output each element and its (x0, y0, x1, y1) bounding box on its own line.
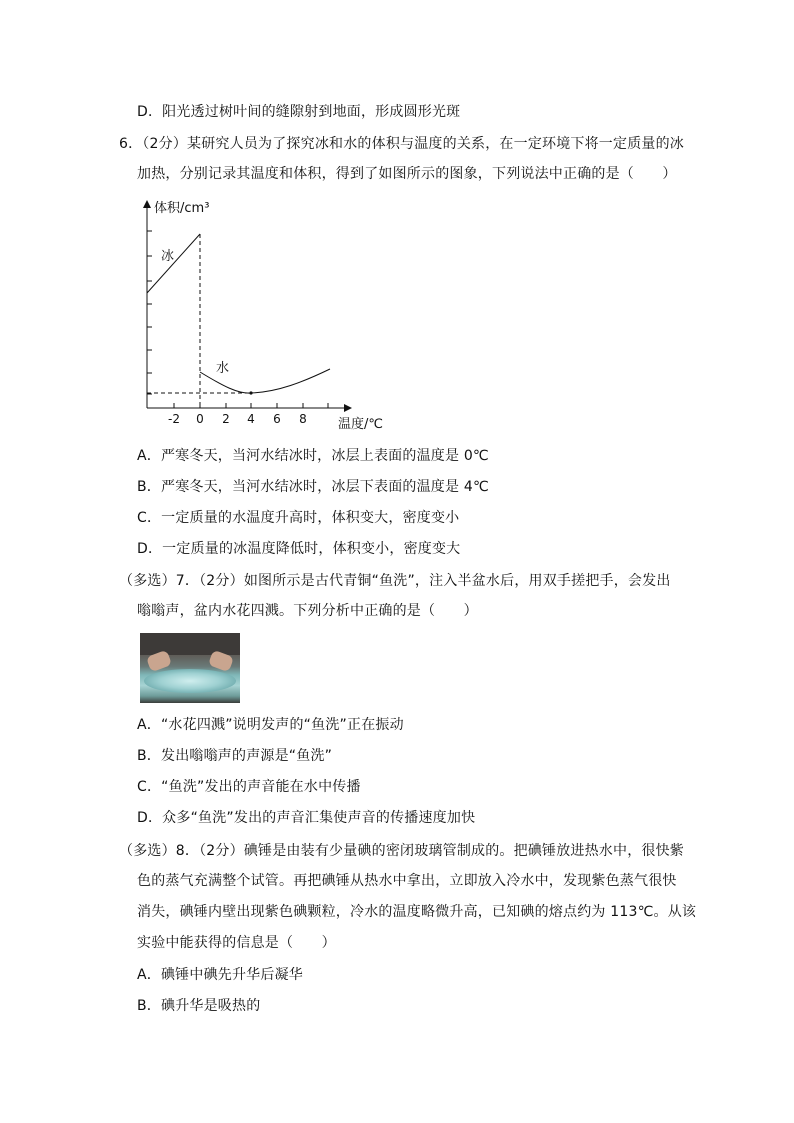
q6-option-c: C．一定质量的水温度升高时，体积变大，密度变小 (137, 510, 460, 526)
q7-stem-line2: 嗡嗡声，盆内水花四溅。下列分析中正确的是（ ） (137, 603, 478, 619)
x-tick-label: 8 (299, 412, 307, 426)
photo-coat (140, 633, 240, 655)
q6-option-a: A．严寒冬天，当河水结冰时，冰层上表面的温度是 0℃ (137, 448, 489, 464)
x-tick-label: 0 (196, 412, 204, 426)
x-ticks (174, 403, 328, 408)
q8-stem-line2: 色的蒸气充满整个试管。再把碘锤从热水中拿出，立即放入冷水中，发现紫色蒸气很快 (137, 873, 677, 889)
q7-option-c: C．“鱼洗”发出的声音能在水中传播 (137, 779, 361, 795)
x-axis-label: 温度/℃ (338, 417, 383, 432)
fish-basin-photo (140, 633, 240, 703)
q8-option-a: A．碘锤中碘先升华后凝华 (137, 967, 303, 983)
q6-stem-line1: 6．（2分）某研究人员为了探究冰和水的体积与温度的关系，在一定环境下将一定质量的冰 (119, 136, 685, 152)
q8-option-b: B．碘升华是吸热的 (137, 998, 261, 1014)
q7-stem-line1: （多选）7．（2分）如图所示是古代青铜“鱼洗”，注入半盆水后，用双手搓把手，会发出 (119, 573, 671, 589)
y-axis-label: 体积/cm³ (154, 201, 210, 216)
min-point (249, 391, 252, 394)
series-label-ice: 冰 (161, 249, 175, 264)
q7-option-d: D．众多“鱼洗”发出的声音汇集使声音的传播速度加快 (137, 810, 476, 826)
x-tick-label: 4 (247, 412, 255, 426)
series-label-water: 水 (216, 361, 230, 376)
y-ticks (147, 231, 152, 394)
q8-stem-line3: 消失，碘锤内壁出现紫色碘颗粒，冷水的温度略微升高，已知碘的熔点约为 113℃。从该 (137, 904, 697, 920)
q7-option-a: A．“水花四溅”说明发声的“鱼洗”正在振动 (137, 717, 404, 733)
q5-option-d: D．阳光透过树叶间的缝隙射到地面，形成圆形光斑 (137, 104, 461, 120)
x-tick-label: -2 (168, 412, 180, 426)
q6-option-d: D．一定质量的冰温度降低时，体积变小，密度变大 (137, 541, 461, 557)
q6-stem-line2: 加热，分别记录其温度和体积，得到了如图所示的图象，下列说法中正确的是（ ） (137, 166, 677, 182)
photo-basin (144, 669, 236, 693)
q6-option-b: B．严寒冬天，当河水结冰时，冰层下表面的温度是 4℃ (137, 479, 489, 495)
volume-temperature-graph (138, 196, 398, 436)
x-tick-label: 6 (273, 412, 281, 426)
x-tick-label: 2 (222, 412, 230, 426)
q8-stem-line4: 实验中能获得的信息是（ ） (137, 935, 336, 951)
q7-option-b: B．发出嗡嗡声的声源是“鱼洗” (137, 748, 333, 764)
q8-stem-line1: （多选）8．（2分）碘锤是由装有少量碘的密闭玻璃管制成的。把碘锤放进热水中，很快紫 (119, 843, 685, 859)
